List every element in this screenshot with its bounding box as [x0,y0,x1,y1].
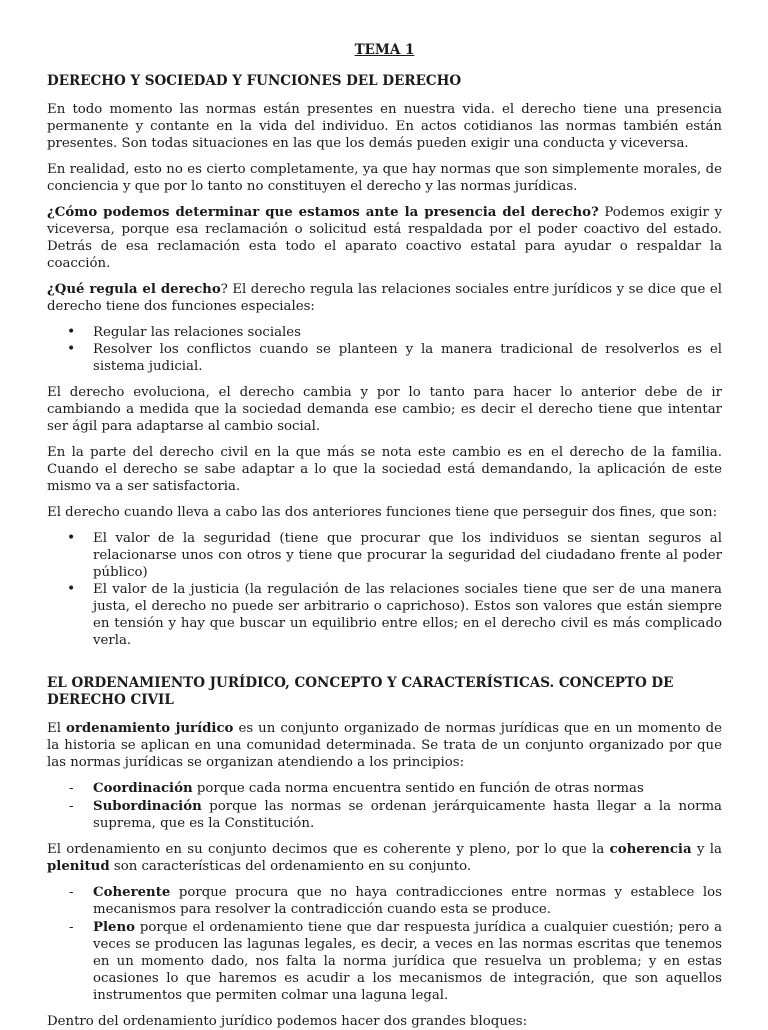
list-item [47,780,722,797]
paragraph: El derecho evoluciona, el derecho cambia y por lo tanto para hacer lo anterior debe de ir cambiando a medida que la sociedad demanda ese cambio; es decir el derecho tiene que intentar ser ágil para adaptarse al cambio social. [47,385,722,434]
paragraph: En realidad, esto no es cierto completamente, ya que hay normas que son simplemente morales, de conciencia y que por lo tanto no constituyen el derecho y las normas jurídicas. [47,162,722,194]
paragraph: Dentro del ordenamiento jurídico podemos hacer dos grandes bloques: [47,1014,528,1029]
paragraph [47,841,722,875]
paragraph-text: El [47,721,66,736]
list-item-text: porque cada norma encuentra sentido en función de otras normas [192,781,644,796]
section-heading-ordenamiento: EL ORDENAMIENTO JURÍDICO, CONCEPTO Y CARACTERÍSTICAS. CONCEPTO DE DERECHO CIVIL [47,675,674,708]
paragraph-text: ? El derecho regula las relaciones sociales entre jurídicos y se dice que el derecho tiene dos funciones especiales: [47,282,722,314]
bold-term: Coordinación [93,781,193,796]
list-item: • Regular las relaciones sociales [47,324,722,341]
list-item: • El valor de la justicia (la regulación de las relaciones sociales tiene que ser de una manera justa, el derecho no puede ser arbitrario o caprichoso). Estos son valores que están siempre en tensión y hay que buscar un equilibrio entre ellos; en el derecho civil es más complicado verla. [47,581,722,649]
section-heading-derecho-sociedad: DERECHO Y SOCIEDAD Y FUNCIONES DEL DERECHO [47,73,462,89]
list-item: • El valor de la seguridad (tiene que procurar que los individuos se sientan seguros al relacionarse unos con otros y tiene que procurar la seguridad del ciudadano frente al poder público) [47,530,722,581]
paragraph [47,281,722,315]
bold-term: Pleno [93,920,136,935]
list-item-text: porque las normas se ordenan jerárquicamente hasta llegar a la norma suprema, que es la Constitución. [93,799,722,831]
bold-term: plenitud [47,859,110,874]
paragraph-text: Podemos exigir y viceversa, porque esa reclamación o solicitud está respaldada por el poder coactivo del estado. Detrás de esa reclamación esta todo el aparato coactivo estatal para ayudar o respaldar la coacción. [47,205,723,271]
bold-term: Coherente [93,885,171,900]
bold-question: ¿Qué regula el derecho [47,282,221,297]
bold-question: ¿Cómo podemos determinar que estamos ante la presencia del derecho? [47,205,599,220]
paragraph: El derecho cuando lleva a cabo las dos anteriores funciones tiene que perseguir dos fines, que son: [47,505,718,520]
list-item [47,798,722,832]
list-item [47,919,722,1004]
functions-list [47,324,722,375]
bold-term: Subordinación [93,799,202,814]
paragraph-text: son características del ordenamiento en su conjunto. [109,859,472,874]
paragraph [47,204,722,272]
paragraph [47,720,722,771]
ends-list [47,530,722,649]
principles-list [47,780,722,832]
features-list [47,884,722,1004]
bold-term: ordenamiento jurídico [65,721,234,736]
paragraph-text: y la [691,842,722,857]
bold-term: coherencia [609,842,692,857]
paragraph: En la parte del derecho civil en la que más se nota este cambio es en el derecho de la familia. Cuando el derecho se sabe adaptar a lo que la sociedad está demandando, la aplicación de este mismo va a ser satisfactoria. [47,445,722,494]
list-item [47,884,722,918]
list-item-text: porque procura que no haya contradicciones entre normas y establece los mecanismos para resolver la contradicción cuando esta se produce. [93,885,722,917]
paragraph-text: es un conjunto organizado de normas jurídicas que en un momento de la historia se aplican en una comunidad determinada. Se trata de un conjunto organizado por que las normas jurídicas se organizan atendiendo a los principios: [47,721,722,770]
list-item: • Resolver los conflictos cuando se planteen y la manera tradicional de resolverlos es el sistema judicial. [47,341,722,375]
document-title: TEMA 1 [354,42,415,58]
paragraph: En todo momento las normas están presentes en nuestra vida. el derecho tiene una presencia permanente y contante en la vida del individuo. En actos cotidianos las normas también están presentes. Son todas situaciones en las que los demás pueden exigir una conducta y viceversa. [47,102,722,151]
list-item-text: porque el ordenamiento tiene que dar respuesta jurídica a cualquier cuestión; pero a veces se producen las lagunas legales, es decir, a veces en las normas escritas que tenemos en un momento dado, nos falta la norma jurídica que resuelva un problema; y en estas ocasiones lo que haremos es acudir a los mecanismos de integración, que son aquellos instrumentos que permiten colmar una laguna legal. [93,920,722,1003]
paragraph-text: El ordenamiento en su conjunto decimos que es coherente y pleno, por lo que la [47,842,610,857]
